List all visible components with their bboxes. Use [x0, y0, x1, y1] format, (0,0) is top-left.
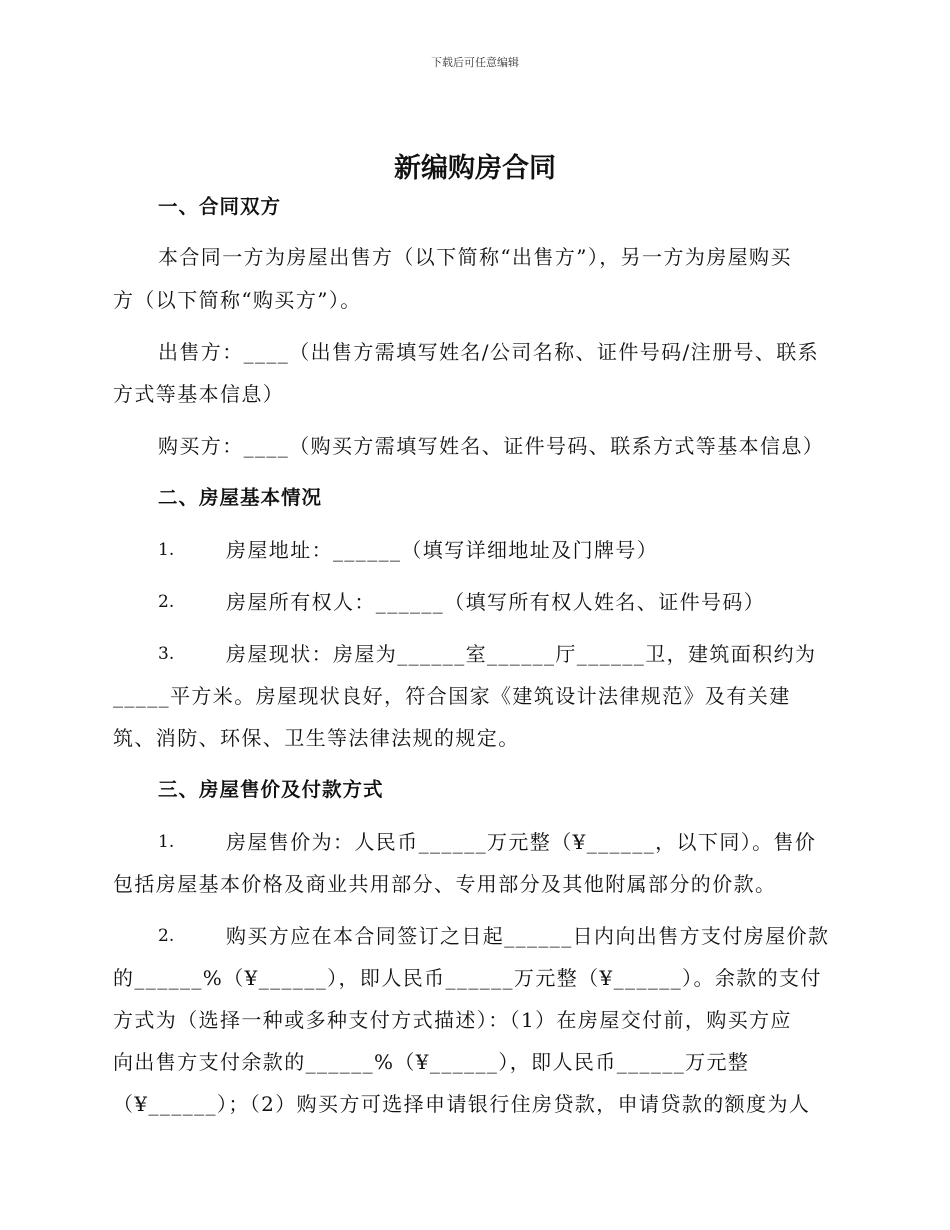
price-line: 房屋售价为：人民币______万元整（¥______，以下同）。售价: [226, 830, 817, 854]
buyer-line: 购买方：____（购买方需填写姓名、证件号码、联系方式等基本信息）: [158, 434, 825, 458]
item-number: 1.: [158, 832, 175, 852]
payment-line: 购买方应在本合同签订之日起______日内向出售方支付房屋价款: [226, 924, 830, 948]
item-number: 2.: [158, 592, 175, 612]
item-number: 1.: [158, 540, 175, 560]
property-owner-line: 房屋所有权人：______（填写所有权人姓名、证件号码）: [226, 590, 766, 614]
section-heading-property: 二、房屋基本情况: [158, 486, 323, 509]
document-title: 新编购房合同: [394, 153, 556, 184]
payment-line-cont: 向出售方支付余款的______%（¥______），即人民币______万元整: [113, 1050, 750, 1074]
property-status-line-cont: 筑、消防、环保、卫生等法律法规的规定。: [113, 726, 520, 750]
section-heading-price: 三、房屋售价及付款方式: [158, 778, 384, 801]
property-status-line-cont: _____平方米。房屋现状良好，符合国家《建筑设计法律规范》及有关建: [113, 684, 791, 708]
payment-line-cont: 的______%（¥______），即人民币______万元整（¥______）。余款的支付: [113, 966, 822, 990]
payment-line-cont: 方式为（选择一种或多种支付方式描述）：（1）在房屋交付前，购买方应: [113, 1008, 792, 1032]
property-status-line: 房屋现状：房屋为______室______厅______卫，建筑面积约为: [226, 642, 817, 666]
paragraph-line: 方（以下简称“购买方”）。: [113, 288, 362, 312]
page-header: 下载后可任意编辑: [431, 56, 519, 69]
payment-line-cont: （¥______）；（2）购买方可选择申请银行住房贷款，申请贷款的额度为人: [113, 1092, 811, 1116]
item-number: 2.: [158, 926, 175, 946]
price-line-cont: 包括房屋基本价格及商业共用部分、专用部分及其他附属部分的价款。: [113, 872, 777, 896]
section-heading-parties: 一、合同双方: [158, 195, 282, 218]
property-address-line: 房屋地址：______（填写详细地址及门牌号）: [226, 538, 659, 562]
seller-line: 出售方：____（出售方需填写姓名/公司名称、证件号码/注册号、联系: [158, 340, 820, 364]
paragraph-line: 本合同一方为房屋出售方（以下简称“出售方”），另一方为房屋购买: [158, 245, 792, 269]
seller-line-cont: 方式等基本信息）: [113, 382, 285, 406]
item-number: 3.: [158, 644, 175, 664]
